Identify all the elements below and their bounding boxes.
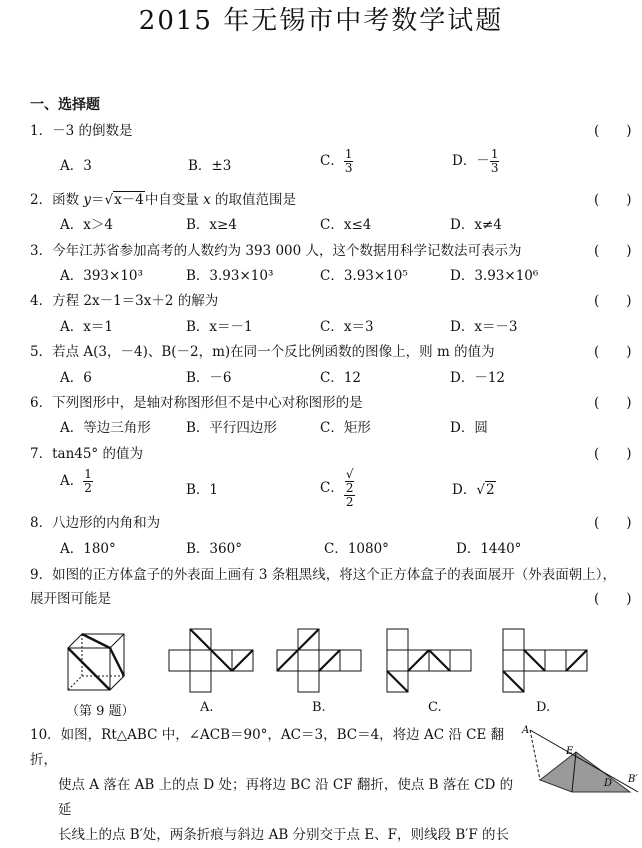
answer-paren: ( ): [594, 515, 632, 531]
question-1-options: [58, 148, 618, 178]
option-d: D．－ $\frac{1}{3}$: [452, 147, 499, 175]
cube-figure: [64, 630, 128, 694]
option-a: A．x＝1: [60, 319, 113, 335]
option-c: C．x＝3: [320, 319, 374, 335]
net-label-a: A.: [200, 700, 214, 715]
question-10-line3: 长线上的点 B′处，两条折痕与斜边 AB 分别交于点 E、F，则线段 B′F 的长: [58, 827, 509, 843]
option-d: D．1440°: [456, 541, 522, 557]
option-c: C．12: [320, 370, 362, 386]
option-d: D．x＝－3: [450, 319, 518, 335]
option-c: C． √ 2 2: [320, 467, 354, 509]
question-3-stem: 3．今年江苏省参加高考的人数约为 393 000 人，这个数据用科学记数法可表示为: [30, 243, 522, 259]
answer-paren: ( ): [594, 344, 632, 360]
question-4-stem: 4．方程 2x－1＝3x＋2 的解为: [30, 293, 219, 309]
question-7-options: [58, 467, 618, 509]
answer-paren: ( ): [594, 293, 632, 309]
option-c: C．3.93×10⁵: [320, 268, 408, 284]
question-6-options: [58, 416, 618, 436]
option-a: A． $\frac{1}{2}$: [60, 467, 92, 495]
option-b: B．1: [186, 482, 219, 498]
question-3-options: [58, 264, 618, 284]
answer-paren: ( ): [594, 446, 632, 462]
option-c: C． $\frac{1}{3}$: [320, 147, 353, 175]
option-b: B．x＝－1: [186, 319, 253, 335]
option-b: B．x≥4: [186, 217, 237, 233]
question-2-options: [58, 213, 618, 233]
question-9-stem-line2: 展开图可能是: [30, 591, 111, 607]
answer-paren: ( ): [594, 591, 632, 607]
point-b-prime-label: B′: [628, 774, 638, 785]
answer-paren: ( ): [594, 243, 632, 259]
question-10-line2: 使点 A 落在 AB 上的点 D 处；再将边 BC 沿 CF 翻折，使点 B 落在 CD 的延: [58, 777, 514, 818]
question-10-line1: 10．如图，Rt△ABC 中，∠ACB＝90°，AC＝3，BC＝4，将边 AC 沿 CE 翻折，: [30, 727, 505, 768]
option-a: A．x＞4: [60, 217, 113, 233]
question-10-stem: [30, 723, 520, 848]
option-a: A．等边三角形: [60, 420, 151, 436]
question-7-stem: 7．tan45° 的值为: [30, 446, 143, 462]
option-b: B．3.93×10³: [186, 268, 274, 284]
option-c: C．矩形: [320, 420, 371, 436]
question-9-stem-line1: 9．如图的正方体盒子的外表面上画有 3 条粗黑线，将这个正方体盒子的表面展开（外表面朝上），: [30, 567, 617, 583]
net-label-c: C.: [428, 700, 442, 715]
net-option-b: [276, 626, 362, 698]
option-a: A．180°: [60, 541, 116, 557]
option-d: D．圆: [450, 420, 488, 436]
option-b: B．－6: [186, 370, 232, 386]
option-b: B．±3: [188, 158, 232, 174]
answer-paren: ( ): [594, 192, 632, 208]
option-a: A．3: [60, 158, 92, 174]
option-d: D．√2: [452, 482, 495, 498]
question-5-options: [58, 366, 618, 386]
question-4-options: [58, 315, 618, 335]
question-5-stem: 5．若点 A(3，－4)、B(－2，m)在同一个反比例函数的图像上，则 m 的值为: [30, 344, 495, 360]
point-e-label: E: [566, 746, 574, 757]
answer-paren: ( ): [594, 395, 632, 411]
option-b: B．360°: [186, 541, 242, 557]
option-b: B．平行四边形: [186, 420, 277, 436]
net-option-d: [502, 626, 588, 698]
point-a-label: A: [522, 725, 530, 736]
option-a: A．393×10³: [60, 268, 143, 284]
question-1-stem: 1．－3 的倒数是: [30, 123, 133, 139]
option-c: C．x≤4: [320, 217, 372, 233]
net-option-c: [386, 626, 472, 698]
question-6-stem: 6．下列图形中，是轴对称图形但不是中心对称图形的是: [30, 395, 363, 411]
figure-9-caption: （第 9 题）: [66, 704, 135, 719]
page-title: 2015 年无锡市中考数学试题: [138, 6, 504, 36]
option-d: D．3.93×10⁶: [450, 268, 539, 284]
option-d: D．x≠4: [450, 217, 502, 233]
question-8-stem: 8．八边形的内角和为: [30, 515, 161, 531]
question-8-options: [58, 537, 618, 557]
net-option-a: [168, 626, 254, 698]
answer-paren: ( ): [594, 123, 632, 139]
option-c: C．1080°: [324, 541, 389, 557]
option-a: A．6: [60, 370, 92, 386]
question-10-figure: [512, 722, 642, 793]
question-2-stem: 2．函数 y＝√x－4中自变量 x 的取值范围是: [30, 192, 297, 208]
net-label-d: D.: [536, 700, 551, 715]
option-d: D．－12: [450, 370, 506, 386]
net-label-b: B.: [312, 700, 326, 715]
point-d-label: D: [604, 778, 613, 789]
section-heading: 一、选择题: [30, 97, 100, 113]
